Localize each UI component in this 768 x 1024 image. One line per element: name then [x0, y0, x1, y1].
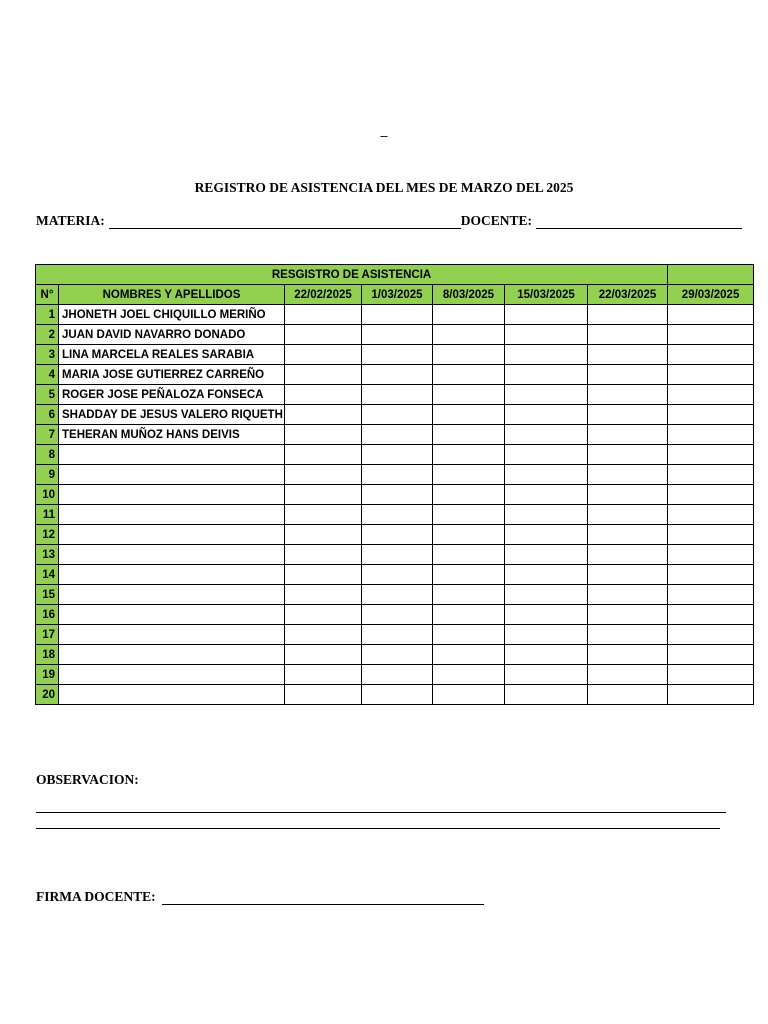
student-name — [59, 445, 285, 465]
attendance-cell[interactable] — [668, 405, 754, 425]
docente-field[interactable] — [536, 216, 742, 229]
attendance-cell[interactable] — [668, 485, 754, 505]
row-number: 8 — [36, 445, 59, 465]
attendance-cell[interactable] — [668, 565, 754, 585]
attendance-cell[interactable] — [588, 505, 668, 525]
row-number: 19 — [36, 665, 59, 685]
group-header-extra — [668, 265, 754, 285]
attendance-cell[interactable] — [433, 325, 505, 345]
row-number: 20 — [36, 685, 59, 705]
row-number: 9 — [36, 465, 59, 485]
attendance-cell[interactable] — [588, 565, 668, 585]
attendance-cell[interactable] — [505, 545, 588, 565]
student-name — [59, 605, 285, 625]
attendance-cell[interactable] — [433, 485, 505, 505]
student-name: MARIA JOSE GUTIERREZ CARREÑO — [59, 365, 285, 385]
attendance-cell[interactable] — [505, 345, 588, 365]
attendance-cell[interactable] — [285, 645, 362, 665]
student-name — [59, 525, 285, 545]
attendance-cell[interactable] — [285, 305, 362, 325]
attendance-cell[interactable] — [362, 405, 433, 425]
attendance-cell[interactable] — [362, 505, 433, 525]
group-header-row — [36, 265, 754, 285]
attendance-cell[interactable] — [505, 505, 588, 525]
attendance-cell[interactable] — [285, 325, 362, 345]
attendance-cell[interactable] — [505, 465, 588, 485]
table-row — [36, 665, 754, 685]
attendance-cell[interactable] — [362, 605, 433, 625]
observacion-label: OBSERVACION: — [36, 772, 139, 787]
attendance-cell[interactable] — [362, 645, 433, 665]
table-row — [36, 685, 754, 705]
attendance-cell[interactable] — [433, 305, 505, 325]
attendance-cell[interactable] — [588, 385, 668, 405]
attendance-cell[interactable] — [588, 605, 668, 625]
col-names-header: NOMBRES Y APELLIDOS — [59, 285, 285, 305]
attendance-cell[interactable] — [668, 445, 754, 465]
student-name: SHADDAY DE JESUS VALERO RIQUETH — [59, 405, 285, 425]
student-name: ROGER JOSE PEÑALOZA FONSECA — [59, 385, 285, 405]
materia-field[interactable] — [109, 216, 461, 229]
table-row — [36, 385, 754, 405]
attendance-cell[interactable] — [433, 405, 505, 425]
table-row — [36, 465, 754, 485]
student-name — [59, 585, 285, 605]
attendance-cell[interactable] — [433, 525, 505, 545]
attendance-cell[interactable] — [588, 665, 668, 685]
student-name — [59, 465, 285, 485]
attendance-cell[interactable] — [668, 345, 754, 365]
row-number: 13 — [36, 545, 59, 565]
student-name — [59, 645, 285, 665]
firma-label: FIRMA DOCENTE: — [36, 889, 156, 904]
document-title: REGISTRO DE ASISTENCIA DEL MES DE MARZO DEL 2025 — [194, 180, 574, 195]
table-row — [36, 305, 754, 325]
attendance-cell[interactable] — [433, 565, 505, 585]
docente-label: DOCENTE: — [460, 213, 533, 228]
attendance-cell[interactable] — [505, 685, 588, 705]
group-header: RESGISTRO DE ASISTENCIA — [36, 265, 668, 285]
table-row — [36, 565, 754, 585]
attendance-cell[interactable] — [588, 525, 668, 545]
attendance-cell[interactable] — [433, 505, 505, 525]
table-row — [36, 545, 754, 565]
attendance-cell[interactable] — [433, 545, 505, 565]
row-number: 16 — [36, 605, 59, 625]
attendance-cell[interactable] — [588, 685, 668, 705]
materia-docente-row — [36, 213, 742, 229]
attendance-cell[interactable] — [668, 685, 754, 705]
attendance-cell[interactable] — [668, 505, 754, 525]
attendance-cell[interactable] — [433, 605, 505, 625]
row-number: 12 — [36, 525, 59, 545]
materia-label: MATERIA: — [36, 213, 105, 228]
table-row — [36, 345, 754, 365]
attendance-cell[interactable] — [362, 325, 433, 345]
student-name: JUAN DAVID NAVARRO DONADO — [59, 325, 285, 345]
student-name — [59, 665, 285, 685]
attendance-cell[interactable] — [362, 425, 433, 445]
attendance-cell[interactable] — [668, 305, 754, 325]
attendance-table — [35, 264, 754, 705]
attendance-cell[interactable] — [668, 585, 754, 605]
attendance-cell[interactable] — [588, 445, 668, 465]
row-number: 1 — [36, 305, 59, 325]
attendance-cell[interactable] — [588, 405, 668, 425]
attendance-cell[interactable] — [362, 445, 433, 465]
table-row — [36, 485, 754, 505]
date-header: 29/03/2025 — [668, 285, 754, 305]
attendance-cell[interactable] — [362, 305, 433, 325]
attendance-cell[interactable] — [505, 385, 588, 405]
attendance-cell[interactable] — [668, 425, 754, 445]
attendance-cell[interactable] — [505, 405, 588, 425]
col-num-header: N° — [36, 285, 59, 305]
attendance-cell[interactable] — [668, 545, 754, 565]
attendance-cell[interactable] — [668, 625, 754, 645]
attendance-cell[interactable] — [505, 565, 588, 585]
firma-row — [36, 889, 484, 905]
attendance-cell[interactable] — [588, 485, 668, 505]
attendance-cell[interactable] — [285, 485, 362, 505]
attendance-cell[interactable] — [433, 465, 505, 485]
row-number: 5 — [36, 385, 59, 405]
attendance-cell[interactable] — [285, 405, 362, 425]
table-row — [36, 525, 754, 545]
table-row — [36, 605, 754, 625]
row-number: 7 — [36, 425, 59, 445]
attendance-cell[interactable] — [433, 685, 505, 705]
attendance-cell[interactable] — [588, 625, 668, 645]
attendance-cell[interactable] — [588, 345, 668, 365]
row-number: 15 — [36, 585, 59, 605]
attendance-cell[interactable] — [505, 485, 588, 505]
attendance-cell[interactable] — [505, 585, 588, 605]
table-row — [36, 405, 754, 425]
attendance-cell[interactable] — [285, 445, 362, 465]
attendance-cell[interactable] — [505, 625, 588, 645]
attendance-cell[interactable] — [588, 465, 668, 485]
column-header-row — [36, 285, 754, 305]
attendance-cell[interactable] — [505, 425, 588, 445]
table-row — [36, 445, 754, 465]
observacion-line-1[interactable] — [36, 812, 726, 813]
attendance-cell[interactable] — [433, 425, 505, 445]
attendance-cell[interactable] — [505, 365, 588, 385]
student-name — [59, 505, 285, 525]
attendance-cell[interactable] — [362, 345, 433, 365]
row-number: 3 — [36, 345, 59, 365]
attendance-cell[interactable] — [433, 665, 505, 685]
table-row — [36, 645, 754, 665]
row-number: 4 — [36, 365, 59, 385]
attendance-cell[interactable] — [285, 565, 362, 585]
attendance-cell[interactable] — [433, 645, 505, 665]
date-header: 8/03/2025 — [433, 285, 505, 305]
attendance-cell[interactable] — [285, 525, 362, 545]
date-header: 22/02/2025 — [285, 285, 362, 305]
table-row — [36, 425, 754, 445]
student-name: TEHERAN MUÑOZ HANS DEIVIS — [59, 425, 285, 445]
attendance-cell[interactable] — [668, 645, 754, 665]
observacion-line-2[interactable] — [36, 828, 720, 829]
row-number: 14 — [36, 565, 59, 585]
table-row — [36, 625, 754, 645]
attendance-cell[interactable] — [285, 585, 362, 605]
attendance-cell[interactable] — [362, 525, 433, 545]
attendance-cell[interactable] — [588, 365, 668, 385]
student-name: LINA MARCELA REALES SARABIA — [59, 345, 285, 365]
attendance-cell[interactable] — [505, 305, 588, 325]
table-row — [36, 505, 754, 525]
attendance-cell[interactable] — [285, 505, 362, 525]
row-number: 11 — [36, 505, 59, 525]
attendance-cell[interactable] — [668, 325, 754, 345]
attendance-cell[interactable] — [505, 325, 588, 345]
attendance-cell[interactable] — [588, 645, 668, 665]
attendance-cell[interactable] — [505, 605, 588, 625]
attendance-cell[interactable] — [433, 445, 505, 465]
table-row — [36, 585, 754, 605]
attendance-cell[interactable] — [285, 685, 362, 705]
attendance-cell[interactable] — [505, 445, 588, 465]
attendance-cell[interactable] — [285, 365, 362, 385]
attendance-cell[interactable] — [362, 385, 433, 405]
attendance-cell[interactable] — [362, 465, 433, 485]
attendance-cell[interactable] — [588, 425, 668, 445]
table-row — [36, 365, 754, 385]
student-name — [59, 485, 285, 505]
attendance-cell[interactable] — [588, 585, 668, 605]
attendance-cell[interactable] — [285, 625, 362, 645]
attendance-cell[interactable] — [362, 585, 433, 605]
date-header: 1/03/2025 — [362, 285, 433, 305]
attendance-cell[interactable] — [433, 385, 505, 405]
attendance-cell[interactable] — [433, 345, 505, 365]
attendance-cell[interactable] — [588, 305, 668, 325]
attendance-cell[interactable] — [433, 365, 505, 385]
attendance-cell[interactable] — [362, 625, 433, 645]
attendance-cell[interactable] — [505, 665, 588, 685]
attendance-cell[interactable] — [285, 545, 362, 565]
attendance-cell[interactable] — [668, 525, 754, 545]
attendance-cell[interactable] — [588, 325, 668, 345]
attendance-cell[interactable] — [362, 565, 433, 585]
attendance-cell[interactable] — [668, 605, 754, 625]
student-name — [59, 685, 285, 705]
attendance-cell[interactable] — [285, 425, 362, 445]
student-name — [59, 565, 285, 585]
table-row — [36, 325, 754, 345]
attendance-cell[interactable] — [362, 685, 433, 705]
attendance-cell[interactable] — [668, 665, 754, 685]
row-number: 17 — [36, 625, 59, 645]
attendance-cell[interactable] — [433, 625, 505, 645]
attendance-cell[interactable] — [362, 665, 433, 685]
date-header: 15/03/2025 — [505, 285, 588, 305]
attendance-cell[interactable] — [588, 545, 668, 565]
attendance-cell[interactable] — [285, 345, 362, 365]
student-name: JHONETH JOEL CHIQUILLO MERIÑO — [59, 305, 285, 325]
row-number: 10 — [36, 485, 59, 505]
attendance-cell[interactable] — [285, 385, 362, 405]
attendance-body — [36, 305, 754, 705]
student-name — [59, 545, 285, 565]
attendance-cell[interactable] — [285, 605, 362, 625]
student-name — [59, 625, 285, 645]
attendance-cell[interactable] — [505, 645, 588, 665]
row-number: 2 — [36, 325, 59, 345]
attendance-cell[interactable] — [285, 665, 362, 685]
attendance-cell[interactable] — [668, 385, 754, 405]
attendance-cell[interactable] — [505, 525, 588, 545]
attendance-cell[interactable] — [433, 585, 505, 605]
date-header: 22/03/2025 — [588, 285, 668, 305]
row-number: 18 — [36, 645, 59, 665]
firma-field[interactable] — [162, 892, 484, 905]
top-dash: – — [380, 128, 388, 143]
row-number: 6 — [36, 405, 59, 425]
attendance-cell[interactable] — [362, 545, 433, 565]
attendance-cell[interactable] — [362, 365, 433, 385]
attendance-cell[interactable] — [668, 465, 754, 485]
attendance-cell[interactable] — [362, 485, 433, 505]
attendance-cell[interactable] — [285, 465, 362, 485]
attendance-cell[interactable] — [668, 365, 754, 385]
